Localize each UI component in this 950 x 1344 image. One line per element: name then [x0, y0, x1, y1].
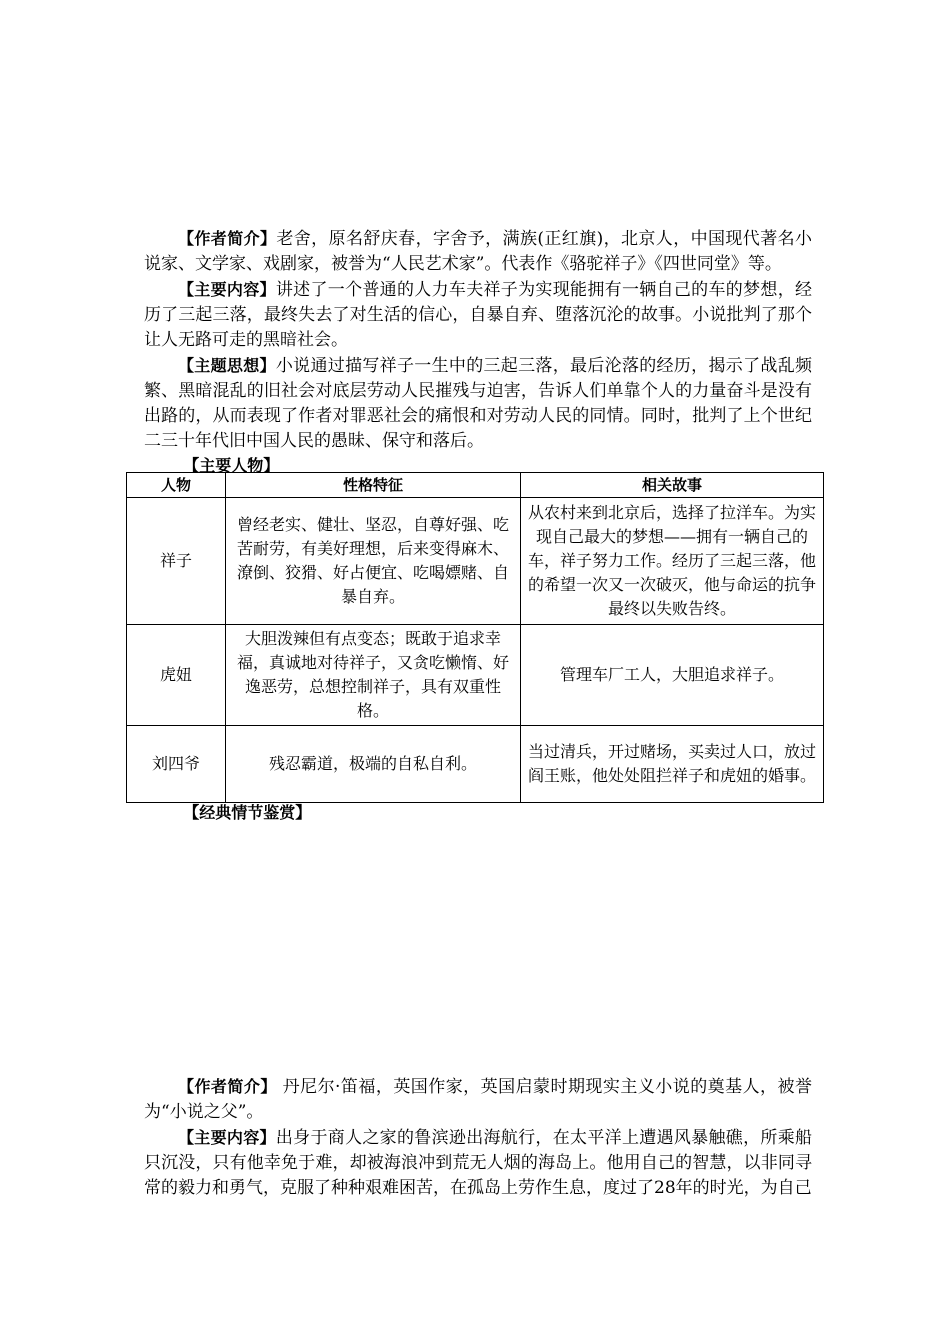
main-content-text: 讲述了一个普通的人力车夫祥子为实现能拥有一辆自己的车的梦想，经历了三起三落，最终失去了对生活的信心，自暴自弃、堕落沉沦的故事。小说批判了那个让人无路可走的黑暗社会。 — [144, 280, 812, 350]
table-header-cell: 人物 — [127, 473, 226, 498]
character-name-cell: 祥子 — [127, 498, 226, 625]
main-content-paragraph — [144, 277, 812, 353]
character-traits-cell: 残忍霸道，极端的自私自利。 — [226, 726, 521, 803]
characters-table — [126, 472, 824, 803]
character-traits-cell: 大胆泼辣但有点变态；既敢于追求幸福，真诚地对待祥子，又贪吃懒惰、好逸恶劳，总想控制祥子，具有双重性格。 — [226, 625, 521, 726]
table-row — [127, 726, 824, 803]
main-content-text-2: 出身于商人之家的鲁滨逊出海航行，在太平洋上遭遇风暴触礁，所乘船只沉没，只有他幸免于难，却被海浪冲到荒无人烟的海岛上。他用自己的智慧，以非同寻常的毅力和勇气，克服了种种艰难困苦，在孤岛上劳作生息，度过了28年的时光，为自己 — [144, 1128, 812, 1198]
character-traits-cell: 曾经老实、健壮、坚忍，自尊好强、吃苦耐劳，有美好理想，后来变得麻木、潦倒、狡猾、好占便宜、吃喝嫖赌、自暴自弃。 — [226, 498, 521, 625]
character-name-cell: 虎妞 — [127, 625, 226, 726]
table-row — [127, 625, 824, 726]
characters-heading: 【主要人物】 — [183, 456, 280, 475]
theme-text: 小说通过描写祥子一生中的三起三落，最后沦落的经历，揭示了战乱频繁、黑暗混乱的旧社会对底层劳动人民摧残与迫害，告诉人们单靠个人的力量奋斗是没有出路的，从而表现了作者对罪恶社会的痛恨和对劳动人民的同情。同时，批判了上个世纪二三十年代旧中国人民的愚昧、保守和落后。 — [144, 356, 812, 451]
table-header-cell: 相关故事 — [521, 473, 824, 498]
main-content-tag: 【主要内容】 — [178, 280, 276, 299]
character-name-cell: 刘四爷 — [127, 726, 226, 803]
main-content-paragraph-2 — [144, 1125, 812, 1201]
character-story-cell: 管理车厂工人，大胆追求祥子。 — [521, 625, 824, 726]
table-header-cell: 性格特征 — [226, 473, 521, 498]
section-2 — [144, 1074, 812, 1201]
section-1 — [144, 226, 812, 478]
author-intro-paragraph — [144, 226, 812, 277]
author-intro-text-2: 丹尼尔·笛福，英国作家，英国启蒙时期现实主义小说的奠基人，被誉为“小说之父”。 — [144, 1077, 812, 1122]
author-intro-tag: 【作者简介】 — [178, 229, 277, 248]
character-story-cell: 从农村来到北京后，选择了拉洋车。为实现自己最大的梦想——拥有一辆自己的车，祥子努力工作。经历了三起三落，他的希望一次又一次破灭，他与命运的抗争最终以失败告终。 — [521, 498, 824, 625]
author-intro-paragraph-2 — [144, 1074, 812, 1125]
table-header-row — [127, 473, 824, 498]
theme-tag: 【主题思想】 — [178, 356, 276, 375]
theme-paragraph — [144, 353, 812, 454]
classic-plot-heading: 【经典情节鉴赏】 — [183, 803, 312, 822]
character-story-cell: 当过清兵，开过赌场，买卖过人口，放过阎王账，他处处阻拦祥子和虎妞的婚事。 — [521, 726, 824, 803]
author-intro-text: 老舍，原名舒庆春，字舍予，满族(正红旗)，北京人，中国现代著名小说家、文学家、戏剧家，被誉为“人民艺术家”。代表作《骆驼祥子》《四世同堂》等。 — [144, 229, 812, 274]
classic-plot-heading-block — [144, 801, 812, 825]
author-intro-tag-2: 【作者简介】 — [178, 1077, 277, 1096]
table-row — [127, 498, 824, 625]
main-content-tag-2: 【主要内容】 — [178, 1128, 276, 1147]
